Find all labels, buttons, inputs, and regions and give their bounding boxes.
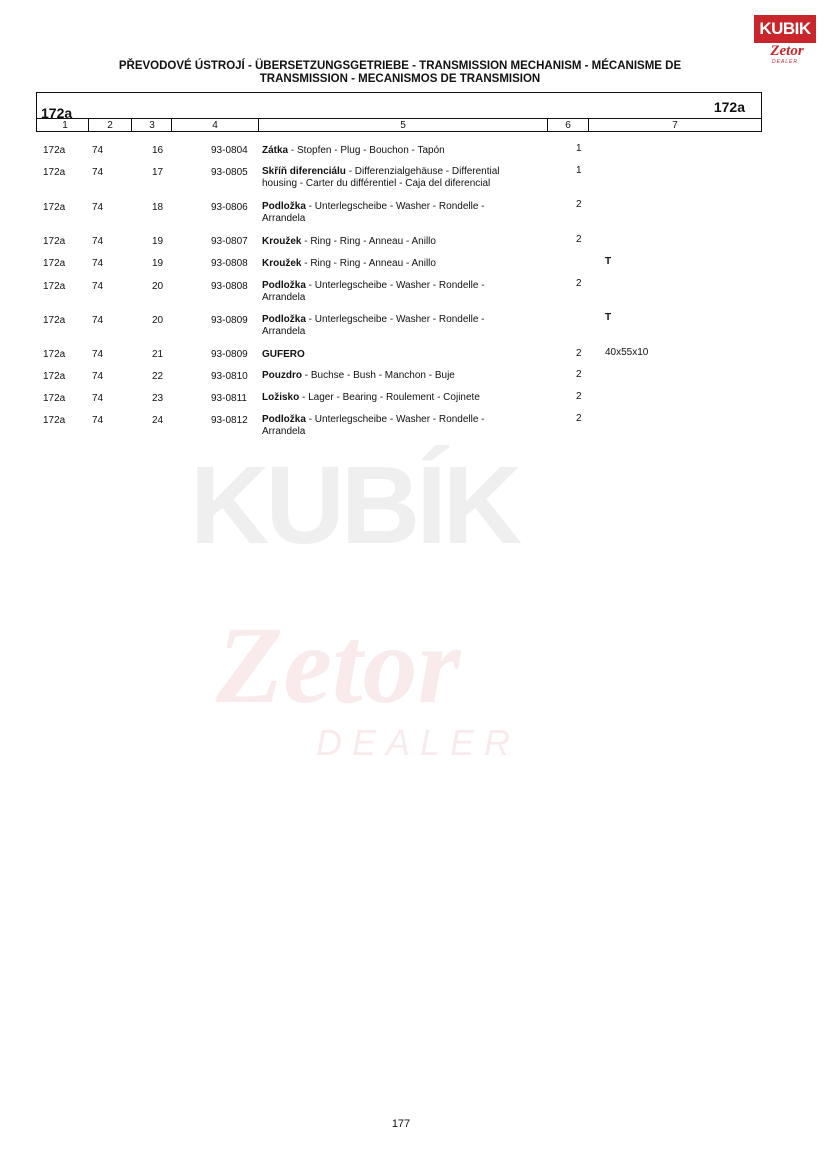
part-name: Pouzdro [262,370,302,381]
cell-description [262,201,552,225]
cell-part-number: 93-0807 [211,236,248,247]
cell-col1: 172a [43,281,66,292]
cell-part-number: 93-0808 [211,258,248,269]
cell-description [262,236,552,248]
cell-part-number: 93-0808 [211,281,248,292]
cell-quantity: 2 [576,413,582,424]
column-header-2: 2 [107,120,113,131]
cell-col2: 74 [92,202,104,213]
cell-part-number: 93-0811 [211,393,247,404]
title-line-2: TRANSMISSION - MECANISMOS DE TRANSMISION [259,73,541,85]
cell-description [262,349,552,361]
kubik-zetor-watermark [186,402,636,774]
cell-col3: 18 [152,202,164,213]
cell-col1: 172a [43,236,66,247]
part-translations-cont: housing - Carter du différentiel - Caja del diferencial [262,178,491,189]
cell-col3: 17 [152,167,164,178]
kubik-zetor-logo [754,15,816,65]
column-header-5: 5 [400,120,406,131]
cell-col3: 20 [152,281,164,292]
part-translations-cont: Arrandela [262,326,306,337]
cell-note: T [605,256,612,267]
part-name: Ložisko [262,392,300,403]
cell-description [262,258,552,270]
cell-col3: 21 [152,349,164,360]
cell-description [262,145,552,157]
cell-col1: 172a [43,315,66,326]
cell-description [262,280,552,304]
column-header-4: 4 [212,120,218,131]
cell-col3: 20 [152,315,164,326]
cell-quantity: 1 [576,143,582,154]
cell-description [262,370,552,382]
part-translations: - Unterlegscheibe - Washer - Rondelle - [305,201,485,212]
cell-col2: 74 [92,145,104,156]
part-name: Podložka [262,201,306,212]
part-name: Podložka [262,314,306,325]
cell-col3: 24 [152,415,164,426]
column-header-6: 6 [565,120,571,131]
cell-quantity: 2 [576,369,582,380]
section-code-right: 172a [713,99,745,115]
cell-part-number: 93-0809 [211,315,248,326]
cell-col3: 19 [152,236,164,247]
part-translations-cont: Arrandela [262,426,306,437]
cell-col3: 19 [152,258,164,269]
cell-quantity: 2 [576,391,582,402]
cell-col1: 172a [43,393,66,404]
cell-col1: 172a [43,202,66,213]
cell-col3: 22 [152,371,164,382]
cell-quantity: 2 [576,348,582,359]
part-translations: - Unterlegscheibe - Washer - Rondelle - [305,414,485,425]
cell-part-number: 93-0810 [211,371,248,382]
part-name: Zátka [262,145,289,156]
cell-col1: 172a [43,349,66,360]
table-header-box [36,92,762,132]
cell-quantity: 2 [576,199,582,210]
part-translations-cont: Arrandela [262,292,306,303]
cell-col2: 74 [92,236,104,247]
cell-col3: 16 [152,145,164,156]
cell-description [262,166,552,190]
cell-col2: 74 [92,349,104,360]
column-header-7: 7 [672,120,678,131]
cell-col1: 172a [43,371,66,382]
column-header-3: 3 [149,120,155,131]
cell-note: T [605,312,612,323]
cell-col1: 172a [43,145,66,156]
cell-description [262,392,552,404]
cell-col2: 74 [92,415,104,426]
logo-dealer-text: DEALER [772,59,799,65]
page-number: 177 [391,1118,411,1130]
cell-part-number: 93-0806 [211,202,248,213]
part-name: Kroužek [262,236,302,247]
part-name: Skříň diferenciálu [262,166,346,177]
part-translations: - Differenzialgehäuse - Differential [345,166,500,177]
cell-quantity: 2 [576,234,582,245]
cell-part-number: 93-0809 [211,349,248,360]
part-name: GUFERO [262,349,305,360]
part-translations: - Stopfen - Plug - Bouchon - Tapón [288,145,445,156]
page-title [40,60,760,86]
part-translations: - Ring - Ring - Anneau - Anillo [301,258,436,269]
cell-part-number: 93-0805 [211,167,248,178]
part-translations: - Unterlegscheibe - Washer - Rondelle - [305,280,485,291]
cell-note: 40x55x10 [605,347,649,358]
part-name: Podložka [262,280,306,291]
section-code-left: 172a [41,105,73,121]
cell-part-number: 93-0804 [211,145,248,156]
cell-col3: 23 [152,393,164,404]
cell-col2: 74 [92,371,104,382]
cell-col2: 74 [92,281,104,292]
cell-col2: 74 [92,258,104,269]
part-name: Podložka [262,414,306,425]
cell-quantity: 2 [576,278,582,289]
part-translations: - Unterlegscheibe - Washer - Rondelle - [305,314,485,325]
column-header-1: 1 [62,120,68,131]
watermark-dealer-text: DEALER [316,722,521,763]
cell-col1: 172a [43,415,66,426]
cell-col1: 172a [43,258,66,269]
watermark-kubik-text: KUBÍK [190,444,519,567]
part-name: Kroužek [262,258,302,269]
cell-description [262,414,552,438]
cell-col2: 74 [92,167,104,178]
logo-zetor-text: Zetor [770,43,804,59]
title-line-1: PŘEVODOVÉ ÚSTROJÍ - ÜBERSETZUNGSGETRIEBE - TRANSMISSION MECHANISM - MÉCANISME DE [118,60,682,72]
cell-col2: 74 [92,315,104,326]
part-translations: - Buchse - Bush - Manchon - Buje [302,370,455,381]
cell-part-number: 93-0812 [211,415,248,426]
part-translations-cont: Arrandela [262,213,306,224]
cell-col1: 172a [43,167,66,178]
cell-description [262,314,552,338]
part-translations: - Lager - Bearing - Roulement - Cojinete [299,392,480,403]
cell-col2: 74 [92,393,104,404]
cell-quantity: 1 [576,165,582,176]
part-translations: - Ring - Ring - Anneau - Anillo [301,236,436,247]
watermark-zetor-text: Zetor [216,604,461,726]
logo-kubik-text: KUBIK [759,19,811,38]
